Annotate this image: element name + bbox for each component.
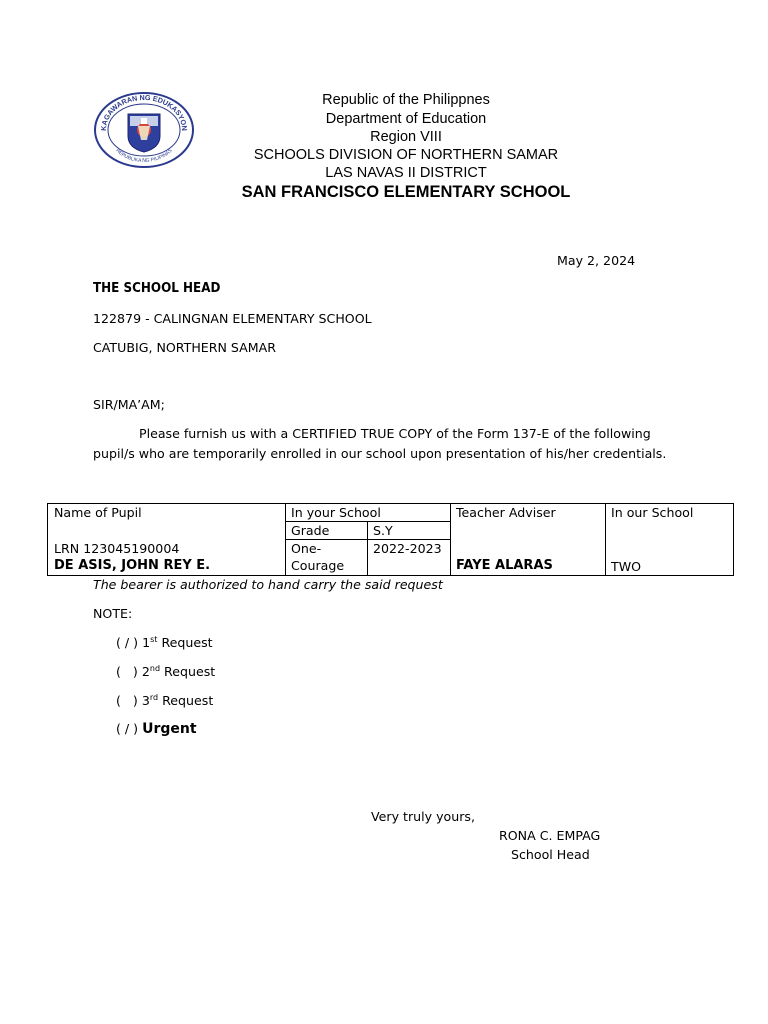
signatory-name: RONA C. EMPAG [499, 828, 601, 843]
seal-text-top: KAGAWARAN NG EDUKASYON [98, 92, 190, 132]
body-line-1: Please furnish us with a CERTIFIED TRUE COPY of the Form 137-E of the following [139, 426, 651, 441]
signatory-position: School Head [511, 847, 590, 862]
teacher-adviser: FAYE ALARAS [456, 558, 553, 573]
urgent-mark: ( / ) [116, 721, 139, 736]
header-department: Department of Education [325, 111, 487, 127]
th-sy: S.Y [373, 523, 393, 538]
pupil-sy: 2022-2023 [373, 541, 442, 556]
request-3rd-num: 3 [141, 693, 150, 708]
request-2nd-text: Request [164, 664, 216, 679]
request-2nd-mark: ( ) [116, 664, 138, 679]
letter-date: May 2, 2024 [557, 253, 636, 268]
urgent-label: Urgent [142, 721, 197, 737]
header-district: LAS NAVAS II DISTRICT [325, 165, 487, 181]
request-1st [116, 635, 213, 651]
request-3rd-mark: ( ) [116, 693, 138, 708]
request-2nd-num: 2 [141, 664, 150, 679]
valediction: Very truly yours, [371, 809, 475, 824]
pupil-table [47, 503, 734, 576]
pupil-lrn: LRN 123045190004 [54, 541, 180, 556]
header-region: Region VIII [370, 129, 442, 145]
request-1st-num: 1 [142, 635, 151, 650]
th-name-of-pupil: Name of Pupil [54, 505, 142, 520]
request-1st-suffix: st [150, 635, 158, 644]
note-label: NOTE: [93, 606, 133, 621]
th-in-our-school: In our School [611, 505, 694, 520]
request-3rd-text: Request [162, 693, 214, 708]
request-1st-mark: ( / ) [116, 635, 139, 650]
request-2nd [116, 664, 215, 680]
seal-text-bottom: REPUBLIKA NG PILIPINAS [114, 147, 174, 165]
addressee-title: THE SCHOOL HEAD [93, 281, 221, 296]
request-urgent [116, 721, 197, 737]
header-republic: Republic of the Philippnes [322, 92, 490, 108]
addressee-location: CATUBIG, NORTHERN SAMAR [93, 340, 276, 355]
header-school-name: SAN FRANCISCO ELEMENTARY SCHOOL [241, 183, 571, 201]
addressee-school: 122879 - CALINGNAN ELEMENTARY SCHOOL [93, 311, 372, 326]
pupil-grade-line1: One- [291, 541, 322, 556]
pupil-grade-line2: Courage [291, 558, 345, 573]
th-in-your-school: In your School [291, 505, 381, 520]
bearer-note: The bearer is authorized to hand carry the said request [93, 577, 443, 592]
our-school-grade: TWO [611, 559, 642, 574]
deped-seal [92, 90, 196, 170]
pupil-name: DE ASIS, JOHN REY E. [54, 558, 211, 573]
header-division: SCHOOLS DIVISION OF NORTHERN SAMAR [253, 147, 559, 163]
request-2nd-suffix: nd [149, 664, 161, 673]
salutation: SIR/MA’AM; [93, 397, 165, 412]
request-3rd-suffix: rd [149, 693, 159, 702]
request-1st-text: Request [161, 635, 213, 650]
th-teacher-adviser: Teacher Adviser [456, 505, 556, 520]
th-grade: Grade [291, 523, 330, 538]
body-line-2: pupil/s who are temporarily enrolled in our school upon presentation of his/her credentials. [93, 446, 667, 461]
request-3rd [116, 693, 213, 709]
